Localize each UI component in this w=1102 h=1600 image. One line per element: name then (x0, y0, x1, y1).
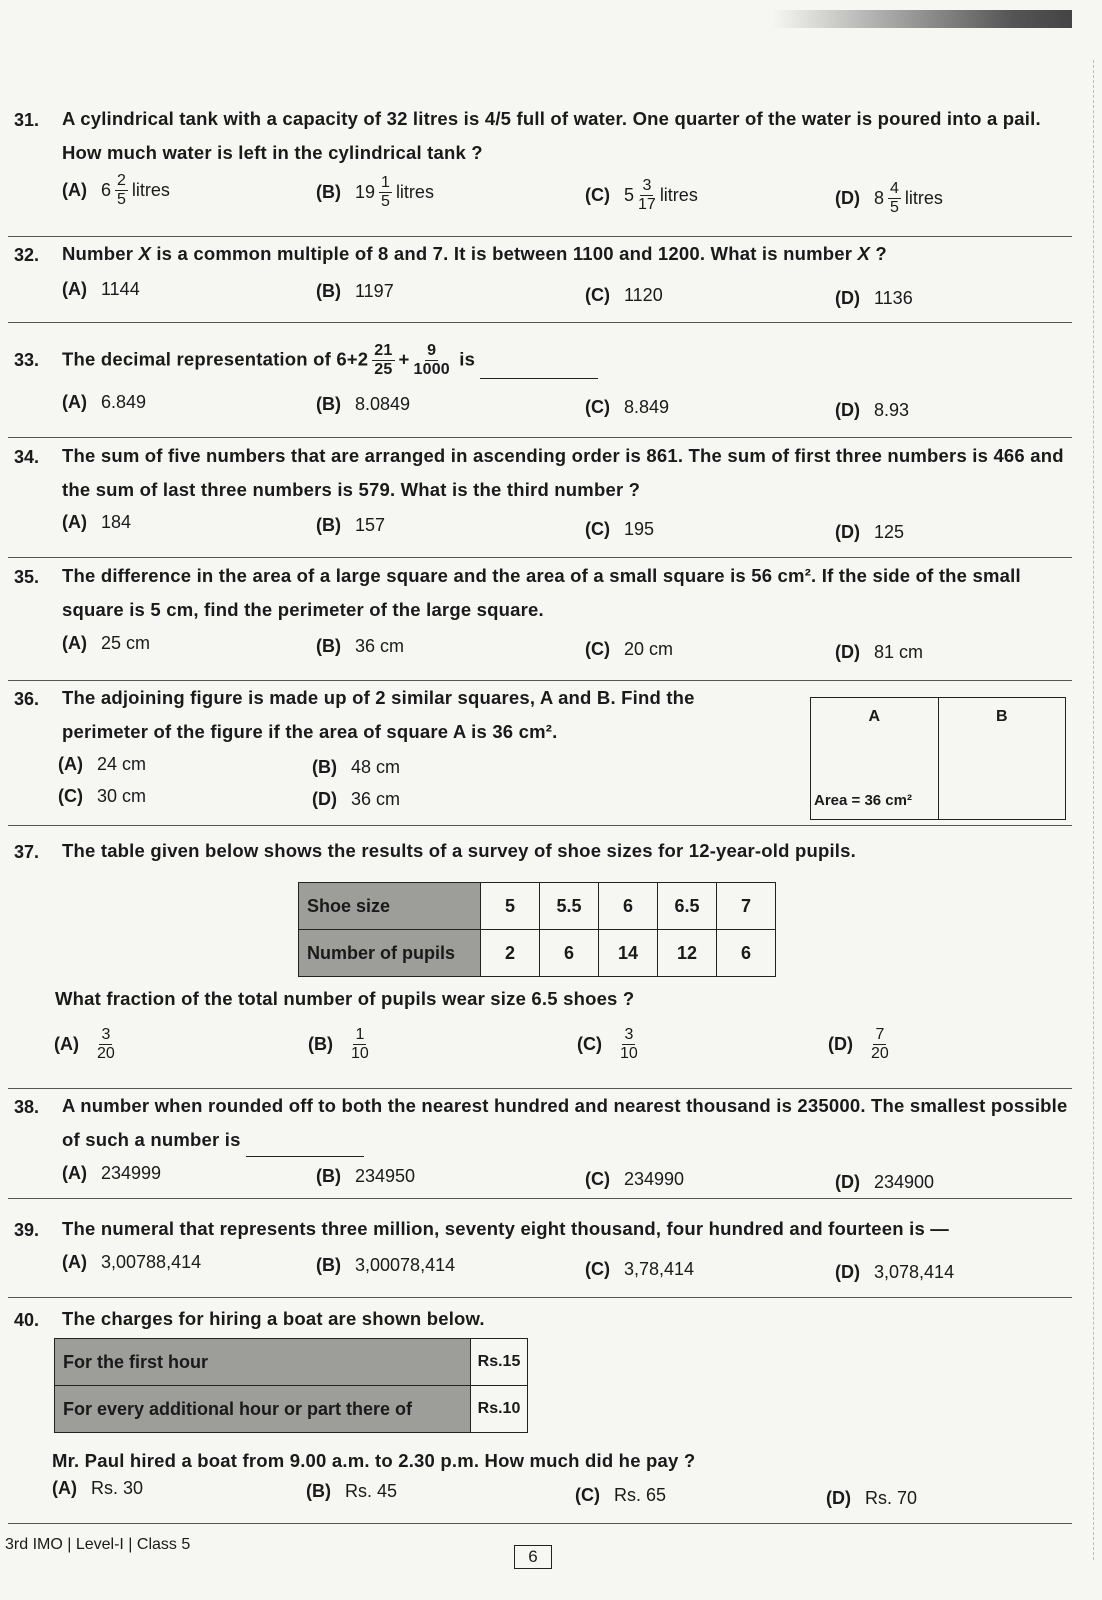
question-text (62, 237, 1074, 271)
question-number: 31. (14, 110, 40, 130)
option-label: (B) (312, 757, 337, 777)
option-text: Rs. 30 (91, 1478, 144, 1498)
option-c[interactable] (577, 1026, 642, 1063)
option-text: 3,00078,414 (355, 1255, 456, 1275)
option-text: 1197 (355, 281, 394, 301)
option-d[interactable] (828, 1026, 893, 1063)
option-text: 3,078,414 (874, 1262, 955, 1282)
option-c[interactable] (585, 177, 698, 214)
text-segment: The sum of five numbers that are arranged in ascending order is 861. The sum of first three numbers is 466 and the sum of last three numbers is 579. What is the third number ? (62, 445, 1064, 500)
option-text: 1120 (624, 285, 663, 305)
option-text: 3,78,414 (624, 1259, 695, 1279)
denominator: 25 (374, 361, 393, 378)
question-number: 37. (14, 842, 40, 862)
option-label: (C) (585, 1169, 610, 1189)
option-text: 234950 (355, 1166, 416, 1186)
option-c[interactable] (585, 639, 673, 660)
option-a[interactable] (52, 1478, 143, 1499)
option-label: (B) (316, 281, 341, 301)
denominator: 5 (117, 191, 126, 208)
question-text (62, 1302, 1074, 1336)
option-label: (C) (58, 786, 83, 806)
option-b[interactable] (312, 757, 400, 778)
denominator: 10 (351, 1045, 369, 1062)
option-label: (A) (58, 754, 83, 774)
option-c[interactable] (58, 786, 146, 807)
option-label: (A) (62, 279, 87, 299)
option-text: 81 cm (874, 642, 924, 662)
question-text (62, 102, 1074, 170)
fraction (115, 172, 128, 209)
text-segment: The decimal representation of 6+2 (62, 348, 369, 370)
numerator: 1 (381, 174, 390, 191)
option-a[interactable] (62, 392, 146, 413)
option-label: (A) (52, 1478, 77, 1498)
option-label: (A) (62, 180, 87, 200)
unit: litres (395, 182, 434, 202)
answer-blank (246, 1136, 364, 1157)
divider (8, 1088, 1072, 1089)
text-segment: The adjoining figure is made up of 2 similar squares, A and B. Find the perimeter of the figure if the area of square A is 36 cm². (62, 687, 695, 742)
text-segment: Number (62, 243, 139, 264)
option-text: 125 (874, 522, 905, 542)
option-label: (D) (828, 1034, 853, 1054)
table-cell: Rs.10 (471, 1386, 528, 1433)
text-segment: + (398, 348, 410, 370)
shoe-size-table (298, 882, 776, 977)
option-d[interactable] (312, 789, 400, 810)
page-number: 6 (514, 1545, 552, 1569)
scan-edge-shadow (772, 10, 1072, 28)
divider (8, 1523, 1072, 1524)
option-label: (A) (62, 1163, 87, 1183)
denominator: 20 (871, 1045, 889, 1062)
table-cell: 6 (540, 930, 599, 977)
option-d[interactable] (835, 642, 923, 663)
option-text: 20 cm (624, 639, 674, 659)
option-c[interactable] (585, 519, 654, 540)
option-label: (D) (835, 188, 860, 208)
option-label: (A) (62, 1252, 87, 1272)
option-text: 234999 (101, 1163, 162, 1183)
table-cell: 7 (717, 883, 776, 930)
option-label: (D) (312, 789, 337, 809)
option-label: (B) (316, 636, 341, 656)
square-b (939, 698, 1066, 819)
unit: litres (904, 188, 943, 208)
question-text (62, 439, 1074, 507)
option-c[interactable] (575, 1485, 666, 1506)
text-segment: The table given below shows the results of a survey of shoe sizes for 12-year-old pupils. (62, 840, 856, 861)
option-label: (D) (835, 642, 860, 662)
option-text: 157 (355, 515, 386, 535)
option-a[interactable] (62, 1163, 161, 1184)
fraction (871, 1026, 889, 1063)
table-row (299, 930, 776, 977)
question-number: 36. (14, 689, 40, 709)
option-d[interactable] (835, 1262, 954, 1283)
option-label: (B) (306, 1481, 331, 1501)
option-label: (D) (835, 1262, 860, 1282)
sub-question: What fraction of the total number of pupils wear size 6.5 shoes ? (55, 988, 635, 1009)
option-a[interactable] (62, 512, 131, 533)
option-label: (C) (585, 639, 610, 659)
denominator: 5 (890, 199, 899, 216)
option-a[interactable] (62, 172, 170, 209)
option-label: (A) (54, 1034, 79, 1054)
fraction (97, 1026, 115, 1063)
option-text: 234900 (874, 1172, 935, 1192)
fraction (638, 177, 656, 214)
question-number: 35. (14, 567, 40, 587)
table-row (55, 1386, 528, 1433)
option-d[interactable] (835, 288, 913, 309)
whole-number: 5 (624, 185, 635, 205)
numerator: 1 (355, 1026, 365, 1043)
option-c[interactable] (585, 285, 663, 306)
option-label: (A) (62, 633, 87, 653)
variable: X (857, 243, 871, 264)
option-text: 36 cm (351, 789, 401, 809)
option-label: (A) (62, 512, 87, 532)
option-b[interactable] (316, 281, 394, 302)
question-number: 33. (14, 350, 40, 370)
question-number: 32. (14, 245, 40, 265)
unit: litres (659, 185, 698, 205)
option-b[interactable] (306, 1481, 397, 1502)
table-cell: For every additional hour or part there of (55, 1386, 471, 1433)
option-label: (C) (585, 397, 610, 417)
option-label: (C) (575, 1485, 600, 1505)
option-label: (D) (835, 400, 860, 420)
table-row (299, 883, 776, 930)
area-label: Area = 36 cm² (814, 792, 912, 809)
divider (8, 1297, 1072, 1298)
numerator: 3 (642, 177, 652, 194)
divider (8, 680, 1072, 681)
option-c[interactable] (585, 397, 669, 418)
numerator: 3 (624, 1026, 634, 1043)
option-b[interactable] (316, 1166, 415, 1187)
fraction (414, 342, 450, 379)
text-segment: is a common multiple of 8 and 7. It is between 1100 and 1200. What is number (151, 243, 858, 264)
unit: litres (131, 180, 170, 200)
option-text: 24 cm (97, 754, 147, 774)
option-text: Rs. 65 (614, 1485, 667, 1505)
option-label: (D) (835, 522, 860, 542)
table-cell: For the first hour (55, 1339, 471, 1386)
table-cell: 6.5 (658, 883, 717, 930)
table-cell: Rs.15 (471, 1339, 528, 1386)
text-segment: A number when rounded off to both the nearest hundred and nearest thousand is 235000. The smallest possible of such a number is (62, 1095, 1068, 1150)
option-b[interactable] (316, 1255, 455, 1276)
option-text: 195 (624, 519, 655, 539)
question-number: 39. (14, 1220, 40, 1240)
option-text: 8.849 (624, 397, 670, 417)
whole-number: 19 (355, 182, 376, 202)
option-text: 30 cm (97, 786, 147, 806)
table-cell: 14 (599, 930, 658, 977)
option-label: (C) (585, 185, 610, 205)
option-b[interactable] (316, 174, 434, 211)
divider (8, 437, 1072, 438)
table-cell: 6 (599, 883, 658, 930)
divider (8, 1198, 1072, 1199)
sub-question: Mr. Paul hired a boat from 9.00 a.m. to 2.30 p.m. How much did he pay ? (52, 1450, 696, 1471)
option-d[interactable] (826, 1488, 917, 1509)
question-number: 34. (14, 447, 40, 467)
option-b[interactable] (316, 394, 410, 415)
table-cell: 6 (717, 930, 776, 977)
option-text: 25 cm (101, 633, 151, 653)
variable: X (138, 243, 151, 264)
option-b[interactable] (308, 1026, 373, 1063)
option-text: 36 cm (355, 636, 405, 656)
text-segment: The difference in the area of a large square and the area of a small square is 56 cm². If the side of the small square is 5 cm, find the perimeter of the large square. (62, 565, 1021, 620)
option-text: 234990 (624, 1169, 685, 1189)
option-label: (C) (577, 1034, 602, 1054)
divider (8, 322, 1072, 323)
denominator: 17 (638, 196, 656, 213)
option-text: 6.849 (101, 392, 147, 412)
fraction (379, 174, 392, 211)
table-cell: 5 (481, 883, 540, 930)
option-text: Rs. 70 (865, 1488, 918, 1508)
option-a[interactable] (54, 1026, 119, 1063)
option-text: 1136 (874, 288, 913, 308)
option-c[interactable] (585, 1259, 694, 1280)
scan-edge (1091, 60, 1094, 1560)
boat-charges-table (54, 1338, 528, 1433)
option-label: (B) (316, 394, 341, 414)
option-text: Rs. 45 (345, 1481, 398, 1501)
option-d[interactable] (835, 180, 943, 217)
option-label: (B) (316, 515, 341, 535)
denominator: 5 (381, 193, 390, 210)
table-row (55, 1339, 528, 1386)
numerator: 9 (427, 342, 437, 359)
fraction (620, 1026, 638, 1063)
option-label: (D) (835, 1172, 860, 1192)
option-label: (B) (316, 182, 341, 202)
option-text: 8.93 (874, 400, 910, 420)
squares-figure (810, 697, 1066, 820)
fraction (351, 1026, 369, 1063)
numerator: 2 (117, 172, 126, 189)
option-text: 1144 (101, 279, 140, 299)
numerator: 21 (374, 342, 393, 359)
option-label: (C) (585, 519, 610, 539)
numerator: 4 (890, 180, 899, 197)
table-cell: Number of pupils (299, 930, 481, 977)
option-d[interactable] (835, 1172, 934, 1193)
divider (8, 236, 1072, 237)
whole-number: 6 (101, 180, 112, 200)
table-cell: 12 (658, 930, 717, 977)
denominator: 20 (97, 1045, 115, 1062)
text-segment: is (453, 348, 481, 370)
option-a[interactable] (62, 279, 140, 300)
option-label: (C) (585, 1259, 610, 1279)
text-segment: ? (870, 243, 887, 264)
numerator: 7 (875, 1026, 885, 1043)
square-b-label: B (995, 708, 1008, 725)
divider (8, 557, 1072, 558)
question-text (62, 834, 1074, 868)
option-label: (D) (835, 288, 860, 308)
whole-number: 8 (874, 188, 885, 208)
option-d[interactable] (835, 522, 904, 543)
question-text (62, 342, 1074, 379)
question-text (62, 1212, 1074, 1246)
denominator: 1000 (413, 361, 450, 378)
option-d[interactable] (835, 400, 909, 421)
footer-text: 3rd IMO | Level-I | Class 5 (5, 1536, 191, 1553)
option-b[interactable] (316, 515, 385, 536)
option-label: (A) (62, 392, 87, 412)
table-cell: 2 (481, 930, 540, 977)
text-segment: The numeral that represents three million, seventy eight thousand, four hundred and fourteen is — (62, 1218, 949, 1239)
option-a[interactable] (62, 633, 150, 654)
option-label: (C) (585, 285, 610, 305)
table-cell: 5.5 (540, 883, 599, 930)
footer (5, 1536, 190, 1554)
option-text: 48 cm (351, 757, 401, 777)
question-text (62, 1089, 1074, 1157)
option-a[interactable] (62, 1252, 201, 1273)
question-number: 38. (14, 1097, 40, 1117)
option-text: 184 (101, 512, 132, 532)
table-cell: Shoe size (299, 883, 481, 930)
option-b[interactable] (316, 636, 404, 657)
fraction (372, 342, 394, 379)
option-text: 8.0849 (355, 394, 411, 414)
option-text: 3,00788,414 (101, 1252, 202, 1272)
question-number: 40. (14, 1310, 40, 1330)
denominator: 10 (620, 1045, 638, 1062)
option-label: (D) (826, 1488, 851, 1508)
option-label: (B) (308, 1034, 333, 1054)
fraction (888, 180, 901, 217)
text-segment: A cylindrical tank with a capacity of 32 litres is 4/5 full of water. One quarter of the water is poured into a pail. How much water is left in the cylindrical tank ? (62, 108, 1041, 163)
option-label: (B) (316, 1255, 341, 1275)
square-a (811, 698, 939, 819)
answer-blank (480, 358, 598, 379)
square-a-label: A (868, 708, 881, 725)
divider (8, 825, 1072, 826)
option-label: (B) (316, 1166, 341, 1186)
question-text (62, 559, 1074, 627)
numerator: 3 (101, 1026, 111, 1043)
option-a[interactable] (58, 754, 146, 775)
question-text (62, 681, 782, 749)
text-segment: The charges for hiring a boat are shown below. (62, 1308, 485, 1329)
option-c[interactable] (585, 1169, 684, 1190)
